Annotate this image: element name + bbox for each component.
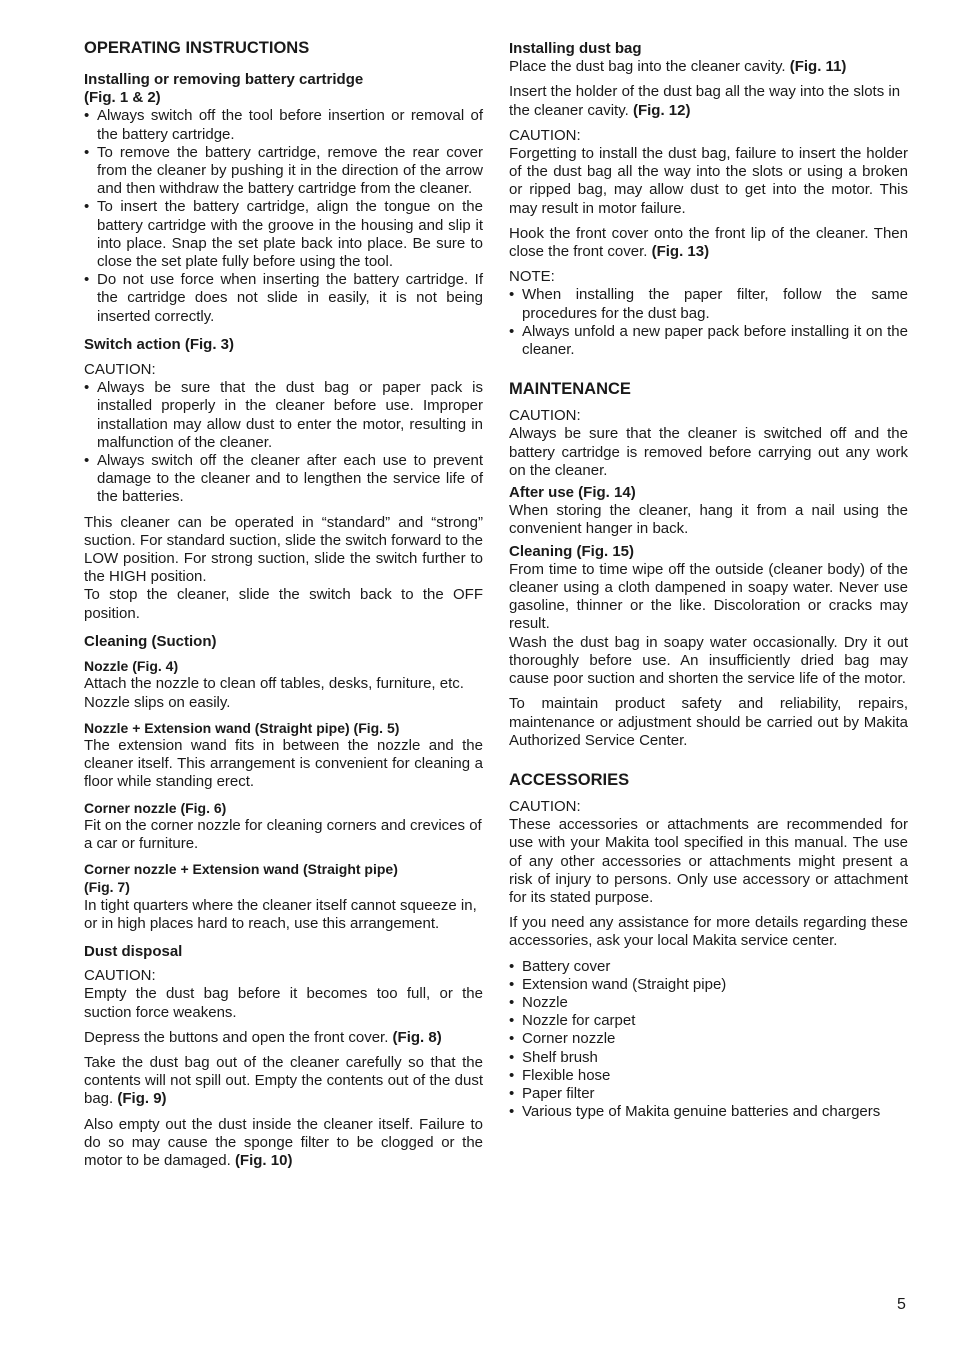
install-bag-paragraph-3: Hook the front cover onto the front lip of the cleaner. Then close the front cover. (Fig. 13) xyxy=(509,224,908,261)
accessories-heading: ACCESSORIES xyxy=(509,770,630,789)
switch-stop-paragraph: To stop the cleaner, slide the switch back to the OFF position. xyxy=(84,586,483,622)
dust-paragraph-1: Depress the buttons and open the front cover. (Fig. 8) xyxy=(84,1028,442,1046)
switch-caution-list xyxy=(84,379,483,506)
list-item: • Various type of Makita genuine batteries and chargers xyxy=(509,1103,908,1121)
list-item: • Corner nozzle xyxy=(509,1030,908,1048)
list-item: • Extension wand (Straight pipe) xyxy=(509,976,908,994)
corner-extension-text: In tight quarters where the cleaner itself cannot squeeze in, or in high places hard to reach, use this arrangement. xyxy=(84,896,477,932)
install-bag-caution-text: Forgetting to install the dust bag, failure to insert the holder of the dust bag all the way into the slots or using a broken or ripped bag, may allow dust to get into the motor. This may result in motor failure. xyxy=(509,145,908,217)
corner-extension-subtitle: Corner nozzle + Extension wand (Straight pipe) xyxy=(84,861,398,878)
dust-paragraph-3: Also empty out the dust inside the cleaner itself. Failure to do so may cause the sponge filter to be clogged or the motor to be damaged. (Fig. 10) xyxy=(84,1115,483,1169)
list-item: • Do not use force when inserting the battery cartridge. If the cartridge does not slide in easily, it is not being inserted correctly. xyxy=(84,271,483,326)
list-item: • Shelf brush xyxy=(509,1049,908,1067)
accessories-caution-label: CAUTION: xyxy=(509,797,581,815)
maintenance-heading: MAINTENANCE xyxy=(509,380,631,399)
nozzle-text: Attach the nozzle to clean off tables, desks, furniture, etc. Nozzle slips on easily. xyxy=(84,675,464,711)
left-column xyxy=(84,38,483,1170)
corner-nozzle-text: Fit on the corner nozzle for cleaning corners and crevices of a car or furniture. xyxy=(84,816,482,852)
extension-text: The extension wand fits in between the nozzle and the cleaner itself. This arrangement is convenient for cleaning a floor while standing erect. xyxy=(84,736,483,791)
operating-instructions-heading: OPERATING INSTRUCTIONS xyxy=(84,39,310,57)
battery-bullet-list xyxy=(84,107,483,325)
switch-action-title: Switch action (Fig. 3) xyxy=(84,335,235,353)
accessories-list xyxy=(509,958,908,1122)
cleaning-suction-title: Cleaning (Suction) xyxy=(84,632,217,650)
install-bag-note-list xyxy=(509,286,908,359)
switch-caution-label: CAUTION: xyxy=(84,361,156,379)
accessories-caution-text: These accessories or attachments are recommended for use with your Makita tool specified in this manual. The use of any other accessories or attachments might present a risk of injury to persons. Only use accessory or attachment for its stated purpose. xyxy=(509,816,908,906)
list-item: • Always unfold a new paper pack before installing it on the cleaner. xyxy=(509,323,908,359)
accessories-help-text: If you need any assistance for more details regarding these accessories, ask your local Makita service center. xyxy=(509,914,908,950)
install-bag-note-label: NOTE: xyxy=(509,268,555,286)
list-item: • Battery cover xyxy=(509,958,908,976)
corner-extension-fig: (Fig. 7) xyxy=(84,879,130,896)
list-item: • Always switch off the cleaner after each use to prevent damage to the cleaner and to lengthen the service life of the batteries. xyxy=(84,452,483,507)
dust-paragraph-2: Take the dust bag out of the cleaner carefully so that the contents will not spill out. Empty the contents out of the dust bag. (Fig. 9) xyxy=(84,1053,483,1108)
extension-subtitle: Nozzle + Extension wand (Straight pipe) (Fig. 5) xyxy=(84,719,400,736)
list-item: • Nozzle for carpet xyxy=(509,1012,908,1030)
list-item: • Flexible hose xyxy=(509,1067,908,1085)
install-bag-paragraph-1: Place the dust bag into the cleaner cavity. (Fig. 11) xyxy=(509,58,847,76)
install-bag-caution-label: CAUTION: xyxy=(509,126,581,144)
after-use-title: After use (Fig. 14) xyxy=(509,484,636,502)
list-item: • To insert the battery cartridge, align the tongue on the battery cartridge with the groove in the housing and slip it into place. Snap the set plate back into place. Be sure to close the set plate fully before using the tool. xyxy=(84,198,483,271)
maintenance-caution-text: Always be sure that the cleaner is switched off and the battery cartridge is removed before carrying out any work on the cleaner. xyxy=(509,425,908,479)
list-item: • Always switch off the tool before insertion or removal of the battery cartridge. xyxy=(84,107,483,143)
maintenance-caution-label: CAUTION: xyxy=(509,407,581,425)
battery-section-title: Installing or removing battery cartridge xyxy=(84,71,364,88)
battery-section-fig: (Fig. 1 & 2) xyxy=(84,89,161,107)
nozzle-subtitle: Nozzle (Fig. 4) xyxy=(84,658,179,675)
cleaning-paragraph-1: From time to time wipe off the outside (cleaner body) of the cleaner using a cloth dampened in soapy water. Never use gasoline, thinner or the like. Discoloration or cracks may result. xyxy=(509,560,908,633)
right-column xyxy=(509,40,908,1121)
switch-paragraph: This cleaner can be operated in “standard” and “strong” suction. For standard suction, slide the switch forward to the LOW position. For strong suction, slide the switch further to the HIGH position. xyxy=(84,513,483,586)
list-item: • When installing the paper filter, follow the same procedures for the dust bag. xyxy=(509,286,908,322)
page-number: 5 xyxy=(897,1296,906,1313)
list-item: • Always be sure that the dust bag or paper pack is installed properly in the cleaner before use. Improper installation may allow dust to enter the motor, resulting in malfunction of the cleaner. xyxy=(84,379,483,452)
dust-caution-label: CAUTION: xyxy=(84,967,156,985)
cleaning-fig-title: Cleaning (Fig. 15) xyxy=(509,542,635,560)
dust-disposal-title: Dust disposal xyxy=(84,942,183,960)
install-bag-paragraph-2: Insert the holder of the dust bag all the way into the slots in the cleaner cavity. (Fig. 12) xyxy=(509,83,901,119)
list-item: • To remove the battery cartridge, remove the rear cover from the cleaner by pushing it in the direction of the arrow and then withdraw the battery cartridge from the cleaner. xyxy=(84,144,483,199)
cleaning-paragraph-2: Wash the dust bag in soapy water occasionally. Dry it out thoroughly before use. An insufficiently dried bag may cause poor suction and shorten the service life of the motor. xyxy=(509,633,908,688)
dust-caution-text: Empty the dust bag before it becomes too full, or the suction force weakens. xyxy=(84,985,483,1021)
after-use-text: When storing the cleaner, hang it from a nail using the convenient hanger in back. xyxy=(509,502,908,538)
list-item: • Paper filter xyxy=(509,1085,908,1103)
corner-nozzle-subtitle: Corner nozzle (Fig. 6) xyxy=(84,799,227,816)
list-item: • Nozzle xyxy=(509,994,908,1012)
cleaning-paragraph-3: To maintain product safety and reliability, repairs, maintenance or adjustment should be carried out by Makita Authorized Service Center. xyxy=(509,695,908,749)
installing-dust-bag-title: Installing dust bag xyxy=(509,40,642,57)
